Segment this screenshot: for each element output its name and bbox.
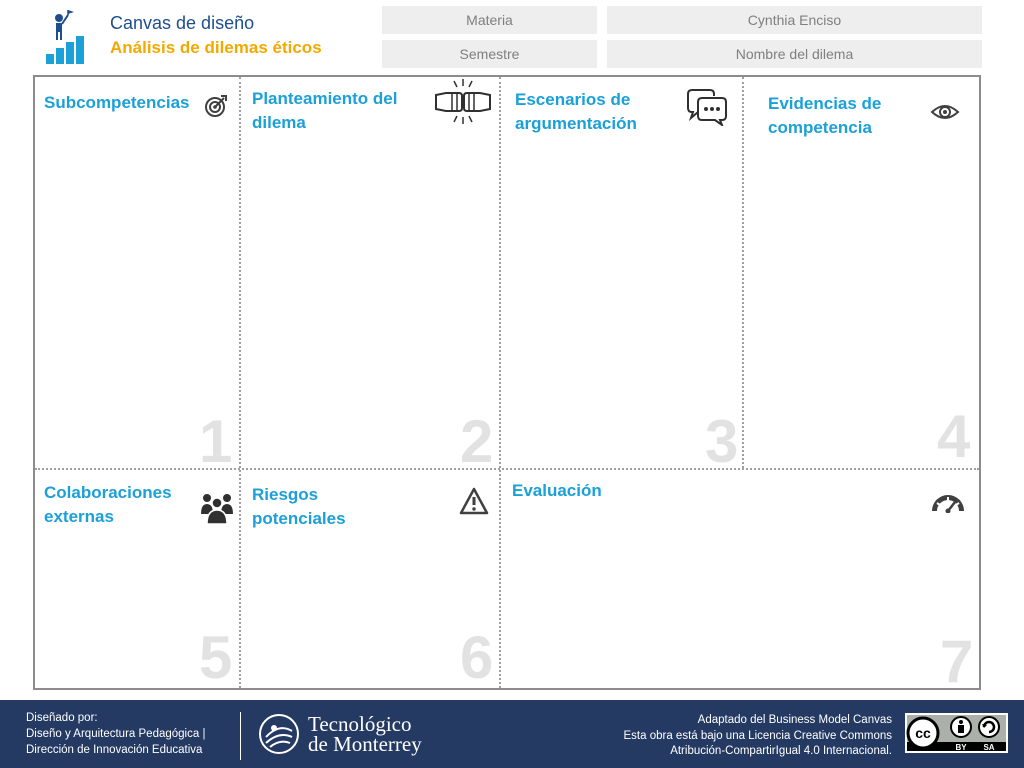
cell-number-1: 1 xyxy=(199,408,233,475)
cell-number-3: 3 xyxy=(705,408,739,475)
canvas-subtitle: Análisis de dilemas éticos xyxy=(110,38,322,57)
svg-text:cc: cc xyxy=(915,725,931,741)
cell-title-colaboraciones: Colaboraciones externas xyxy=(44,483,172,526)
canvas-title: Canvas de diseño xyxy=(110,13,255,33)
license-line1: Adaptado del Business Model Canvas xyxy=(697,714,892,726)
cell-number-4: 4 xyxy=(937,403,971,470)
designed-by-label: Diseñado por: xyxy=(26,712,98,724)
gauge-icon xyxy=(929,489,967,513)
cell-number-6: 6 xyxy=(460,624,494,691)
cell-title-subcompetencias: Subcompetencias xyxy=(44,93,190,112)
cell-title-escenarios: Escenarios de argumentación xyxy=(515,90,637,133)
chat-bubbles-icon xyxy=(686,86,728,126)
warning-icon xyxy=(459,487,489,515)
designed-by-block xyxy=(26,710,205,758)
author-field[interactable]: Cynthia Enciso xyxy=(607,6,982,34)
footer xyxy=(0,700,1024,768)
dilema-name-field[interactable]: Nombre del dilema xyxy=(607,40,982,68)
license-line2[interactable]: Esta obra está bajo una Licencia Creative Commons xyxy=(623,729,892,742)
eye-icon xyxy=(930,102,960,122)
tec-logo-text xyxy=(308,714,422,754)
semestre-field[interactable]: Semestre xyxy=(382,40,597,68)
cell-number-2: 2 xyxy=(460,408,494,475)
tec-logo-line1: Tecnológico xyxy=(308,712,412,736)
license-line3: Atribución-CompartirIgual 4.0 Internacional. xyxy=(670,745,892,757)
tec-shield-logo-icon xyxy=(258,713,300,755)
cell-title-riesgos: Riesgos potenciales xyxy=(252,485,346,528)
cell-number-7: 7 xyxy=(940,628,974,695)
tec-logo-line2: de Monterrey xyxy=(308,732,422,756)
cc-by-label: BY xyxy=(955,743,967,752)
cc-by-sa-badge-icon[interactable] xyxy=(905,713,1008,753)
license-block xyxy=(624,713,892,760)
cell-title-planteamiento: Planteamiento del dilema xyxy=(252,89,398,132)
cell-title-evidencias: Evidencias de competencia xyxy=(768,94,882,137)
cell-number-5: 5 xyxy=(199,624,233,691)
cell-title-evaluacion: Evaluación xyxy=(512,481,602,500)
footer-divider xyxy=(240,712,241,760)
stairs-flag-logo-icon xyxy=(46,10,86,64)
group-icon xyxy=(200,490,234,524)
cc-sa-label: SA xyxy=(983,743,995,752)
fist-bump-icon xyxy=(432,77,494,127)
designed-by-line2: Dirección de Innovación Educativa xyxy=(26,744,203,756)
target-icon xyxy=(204,94,228,118)
designed-by-line1: Diseño y Arquitectura Pedagógica | xyxy=(26,728,206,740)
materia-field[interactable]: Materia xyxy=(382,6,597,34)
